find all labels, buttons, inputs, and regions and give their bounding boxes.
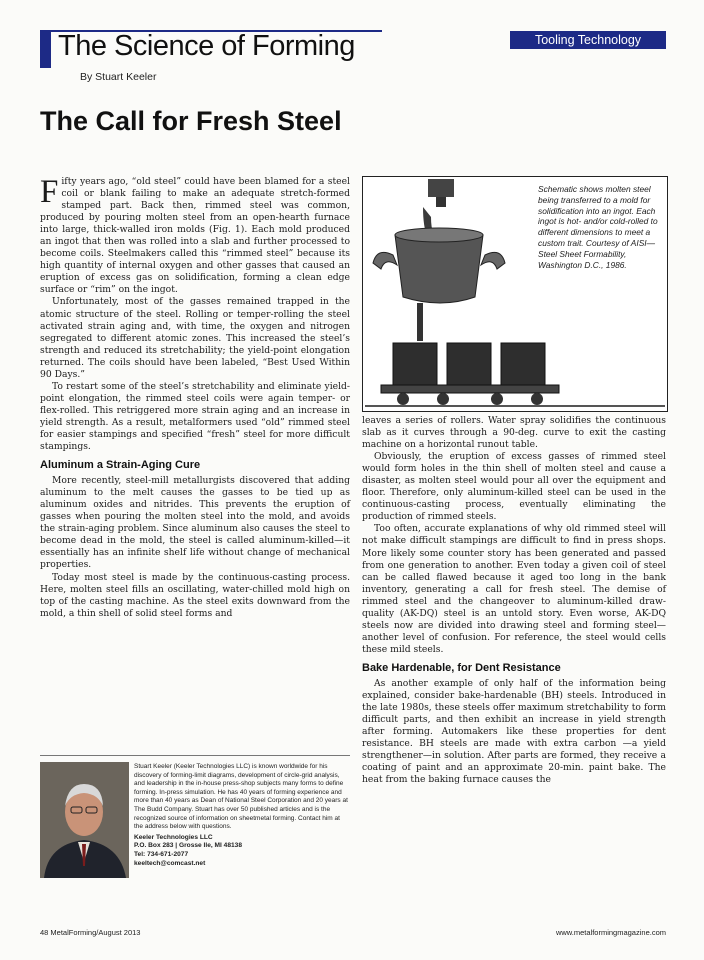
crane-block (428, 179, 454, 197)
column-right (362, 415, 666, 786)
paragraph: To restart some of the steel’s stretchability and eliminate yield-point elongation, the rimmed steel coils were again temper- or flex-rolled. This retriggered more strain aging and an increase in yield strength. As a result, metalformers used “old” rimmed steel for easier stampings and specified “fresh” steel for more difficult stampings. (40, 380, 350, 453)
drop-cap: F (40, 174, 59, 210)
footer-folio: 48 MetalForming/August 2013 (40, 928, 141, 937)
ingot-mold-1 (393, 343, 437, 385)
section-title: The Science of Forming (58, 30, 355, 62)
header-accent-bar (40, 30, 51, 68)
subhead-bake-hardenable: Bake Hardenable, for Dent Resistance (362, 661, 561, 674)
department-badge: Tooling Technology (510, 31, 666, 49)
ladle-handle-right (481, 252, 505, 269)
paragraph: Today most steel is made by the continuous-casting process. Here, molten steel fills an oscillating, water-chilled mold high on top of the casting machine. As the steel exits downward from the mold, a thin shell of solid steel forms and (40, 571, 350, 619)
ingot-mold-2 (447, 343, 491, 385)
byline: By Stuart Keeler (80, 71, 157, 83)
bio-text: Stuart Keeler (Keeler Technologies LLC) is known worldwide for his discovery of forming-limit diagrams, development of circle-grid analysis, and leadership in the in-house press-shop subjects many forms to define forming. In-press simulation. He has 40 years of forming experience and more than 40 years as Dean of National Steel Corporation and 20 years at The Budd Company. Stuart has over 50 published articles and is the recognized source of information on sheetmetal forming. Contact him at the address below with questions. (134, 763, 348, 831)
figure-caption: Schematic shows molten steel being transferred to a mold for solidification into an ingot. Each ingot is hot- and/or cold-rolled to different dimensions to meet a custom trait. Courtesy of AISI—Steel Sheet Formability, Washington D.C., 1986. (538, 184, 658, 270)
bio-address: P.O. Box 283 | Grosse Ile, MI 48138 (134, 842, 243, 850)
wheel (531, 393, 543, 405)
article-headline: The Call for Fresh Steel (40, 106, 342, 136)
wheel (397, 393, 409, 405)
rail-car-deck (381, 385, 559, 393)
subhead-aluminum: Aluminum a Strain-Aging Cure (40, 459, 201, 472)
ingot-mold-3 (501, 343, 545, 385)
ladle-rim (395, 228, 483, 242)
wheel (491, 393, 503, 405)
paragraph: Obviously, the eruption of excess gasses of rimmed steel would form holes in the thin shell of molten steel and cause a disaster, as molten steel would pour all over the equipment and floor. Therefore, only aluminum-killed steel can be used in the continuous-casting process, eventually eliminating the production of rimmed steels. (362, 451, 666, 523)
ladle (395, 235, 483, 303)
author-photo (40, 762, 129, 878)
column-left (40, 176, 350, 620)
bio-divider (40, 755, 350, 756)
paragraph: Fifty years ago, “old steel” could have been blamed for a steel coil or blank failing to make an adequate stretch-formed stamped part. Back then, rimmed steel was common, produced by pouring molten steel from an open-hearth furnace into large, thick-walled iron molds (Fig. 1). Each mold produced an ingot that then was rolled into a slab and further processed to become coils. Steelmakers called this “rimmed steel” because its high quantity of internal oxygen and other gasses that caused an eruption of excess gas on solidification, forming a clean edge surface or “rim” on the ingot. (40, 174, 350, 296)
author-bio (134, 763, 349, 868)
author-portrait (40, 762, 129, 878)
paragraph: leaves a series of rollers. Water spray solidifies the continuous slab as it curves through a 90-deg. curve to exit the casting machine on a horizontal runout table. (362, 415, 666, 451)
wheel (437, 393, 449, 405)
bio-email[interactable]: keeltech@comcast.net (134, 859, 206, 867)
ladle-handle-left (373, 252, 397, 269)
footer-url[interactable]: www.metalformingmagazine.com (555, 928, 666, 937)
paragraph: Unfortunately, most of the gasses remained trapped in the atomic structure of the steel. Rolling or temper-rolling the steel activated strain aging and, with time, the oxygen and nitrogen segregated to different atomic zones. This increased the steel’s strength and reduced its stretchability; the yield-point elongation returned. The coils should have been labeled, “Best Used Within 90 Days.” (40, 296, 350, 380)
paragraph: More recently, steel-mill metallurgists discovered that adding aluminum to the melt causes the gasses to be tied up as aluminum oxides and nitrides. This prevents the eruption of gasses when pouring the molten steel into the mold, and avoids the strain-aging problem. Since aluminum also causes the steel to become dead in the mold, the steel is called aluminum-killed—it essentially has an infinite shelf life without change of mechanical properties. (40, 475, 350, 571)
paragraph: As another example of only half of the information being explained, consider bake-hardenable (BH) steels. Introduced in the late 1980s, these steels offer maximum stretchability to form difficult parts, and then exhibit an increase in yield strength after forming. Automakers like these properties for dent resistance. BH steels are made with extra carbon —a yield strengthener—in solution. After parts are formed, they receive a coating of paint and an approximate 20-min. paint bake. The heat from the baking furnace causes the (362, 677, 666, 786)
bio-phone: Tel: 734-671-2077 (134, 850, 189, 858)
bio-company: Keeler Technologies LLC (134, 833, 213, 841)
paragraph: Too often, accurate explanations of why old rimmed steel will not make difficult stampings are difficult to find in press shops. More likely some counter story has been generated and passed from one generation to another. Even today a given coil of steel can be called flawed because it aged too long in the bank inventory, generating a call for fresh steel. The demise of rimmed steel and the changeover to aluminum-killed draw-quality (AK-DQ) steel is an untold story. Even worse, AK-DQ steels now are divided into drawing steel and forming steel—another level of confusion. For reference, the steel would cells these mild steels. (362, 523, 666, 655)
pour-nozzle (417, 303, 423, 341)
crane-stem (436, 197, 446, 207)
